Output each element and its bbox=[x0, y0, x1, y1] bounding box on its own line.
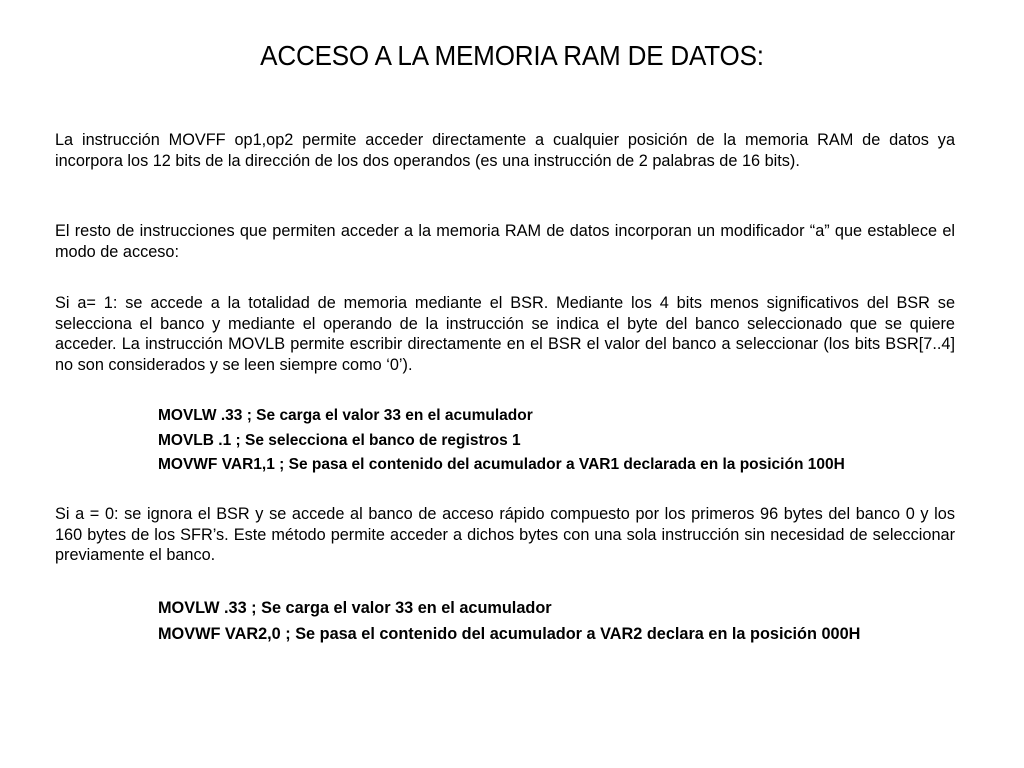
paragraph-access-modifier: El resto de instrucciones que permiten acceder a la memoria RAM de datos incorporan un modificador “a” que establece el modo de acceso: bbox=[55, 222, 955, 261]
paragraph-a-equals-0: Si a = 0: se ignora el BSR y se accede al banco de acceso rápido compuesto por los primeros 96 bytes del banco 0 y los 160 bytes de los SFR’s. Este método permite acceder a dichos bytes con una sola instrucción sin necesidad de seleccionar previamente el banco. bbox=[55, 505, 955, 564]
code-block-access-bank bbox=[158, 595, 860, 647]
code-line: MOVWF VAR2,0 ; Se pasa el contenido del acumulador a VAR2 declara en la posición 000H bbox=[158, 625, 861, 643]
slide-title: ACCESO A LA MEMORIA RAM DE DATOS: bbox=[260, 40, 764, 71]
code-line: MOVWF VAR1,1 ; Se pasa el contenido del acumulador a VAR1 declarada en la posición 100H bbox=[158, 456, 845, 473]
code-line: MOVLW .33 ; Se carga el valor 33 en el acumulador bbox=[158, 407, 533, 424]
code-line: MOVLW .33 ; Se carga el valor 33 en el acumulador bbox=[158, 599, 552, 617]
code-line: MOVLB .1 ; Se selecciona el banco de registros 1 bbox=[158, 431, 521, 449]
code-block-bank-access bbox=[158, 404, 845, 478]
paragraph-movff: La instrucción MOVFF op1,op2 permite acceder directamente a cualquier posición de la memoria RAM de datos ya incorpora los 12 bits de la dirección de los dos operandos (es una instrucción de 2 palabras de 16 bits). bbox=[55, 131, 955, 170]
paragraph-a-equals-1: Si a= 1: se accede a la totalidad de memoria mediante el BSR. Mediante los 4 bits menos significativos del BSR se selecciona el banco y mediante el operando de la instrucción se indica el byte del banco seleccionado que se quiere acceder. La instrucción MOVLB permite escribir directamente en el BSR el valor del banco a seleccionar (los bits BSR[7..4] no son considerados y se leen siempre como ‘0’). bbox=[55, 294, 955, 374]
